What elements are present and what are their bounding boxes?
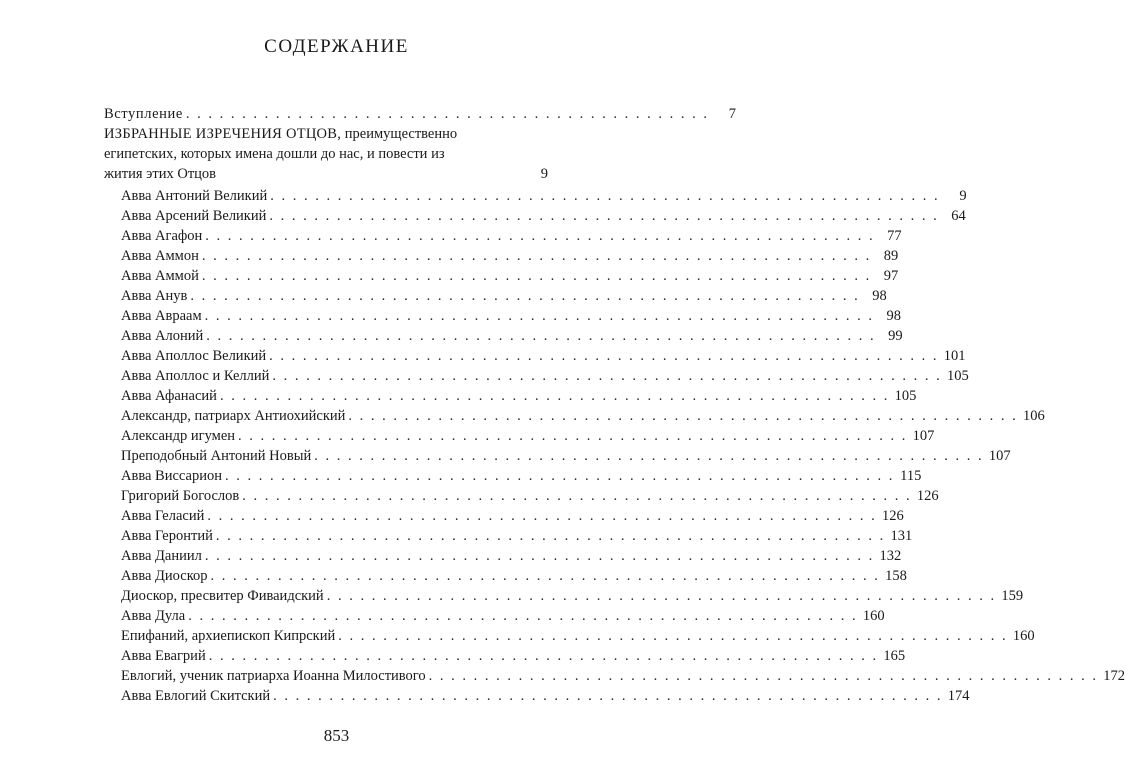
- toc-entry-label: Авва Евагрий: [121, 648, 206, 664]
- dot-leader: . . . . . . . . . . . . . . . . . . . . . . . . . . . . . . . . . . . . . . . . . . . . . . . . . . . . . . . . . . . .: [238, 428, 908, 444]
- toc-entry-label: Авва Антоний Великий: [121, 188, 268, 204]
- section-title-line3: жития этих Отцов: [104, 166, 217, 182]
- toc-entry-page: 99: [888, 328, 903, 344]
- toc-entry-page: 172: [1103, 668, 1125, 684]
- dot-leader: . . . . . . . . . . . . . . . . . . . . . . . . . . . . . . . . . . . . . . . . . . . . . . . . . . . . . . . . . . . .: [190, 288, 860, 304]
- toc-entry-page: 9: [959, 188, 967, 204]
- toc-entry-label: Епифаний, архиепископ Кипрский: [121, 628, 336, 644]
- toc-entry-label: Авва Геласий: [121, 508, 205, 524]
- toc-entry: [104, 686, 970, 706]
- toc-entry-page: 160: [1012, 628, 1035, 644]
- toc-entry-label: Авва Геронтий: [121, 528, 213, 544]
- toc-entry-label: Авва Аполлос и Келлий: [121, 368, 270, 384]
- toc-entry-label: Авва Диоскор: [121, 568, 208, 584]
- toc-entry-label: Авва Даниил: [121, 548, 202, 564]
- dot-leader: . . . . . . . . . . . . . . . . . . . . . . . . . . . . . . . . . . . . . . . . . . . . . . . . . . . . . . . . . . . .: [204, 548, 875, 564]
- toc-entry: [104, 546, 902, 566]
- dot-leader: . . . . . . . . . . . . . . . . . . . . . . . . . . . . . . . . . . . . . . . . . . . . . . . . . . . . . . . . . . . .: [270, 188, 940, 204]
- dot-leader: . . . . . . . . . . . . . . . . . . . . . . . . . . . . . . . . . . . . . . . . . . . . . . . . . . . . . . . . . . . .: [338, 628, 1008, 644]
- toc-entry: [104, 386, 917, 406]
- dot-leader: . . . . . . . . . . . . . . . . . . . . . . . . . . . . . . . . . . . . . . . . . . . . . . . . . . . . . . . . . . . .: [269, 348, 939, 364]
- toc-entry-page: 98: [872, 288, 887, 304]
- toc-entry: [104, 486, 939, 506]
- section-title-rest: преимущественно: [344, 126, 458, 142]
- dot-leader: . . . . . . . . . . . . . . . . . . . . . . . . . . . . . . . . . . . . . . . . . . . . . . . . . . . . . . . . . . . .: [207, 508, 877, 524]
- toc-entry-page: 132: [879, 548, 902, 564]
- toc-entry: [104, 586, 1024, 606]
- toc-entry-page: 89: [883, 248, 899, 264]
- dot-leader: . . . . . . . . . . . . . . . . . . . . . . . . . . . . . . . . . . . . . . . . . . . . . . . . . . . . . . . . . . . .: [215, 528, 886, 544]
- toc-entry-list: [104, 186, 1125, 706]
- toc-section-heading: [104, 124, 548, 164]
- toc-entry: [104, 606, 885, 626]
- toc-entry-label: Евлогий, ученик патриарха Иоанна Милостивого: [121, 668, 426, 684]
- toc-section-last-line: [104, 164, 548, 186]
- toc-entry: [104, 226, 902, 246]
- toc-entry-label: Григорий Богослов: [121, 488, 240, 504]
- dot-leader: . . . . . . . . . . . . . . . . . . . . . . . . . . . . . . . . . . . . . . . . . . . . . . . . . . . . . . . . . . . .: [206, 328, 876, 344]
- section-title-caps: ИЗБРАННЫЕ ИЗРЕЧЕНИЯ ОТЦОВ,: [104, 126, 342, 142]
- toc-entry-page: 174: [947, 688, 970, 704]
- dot-leader: . . . . . . . . . . . . . . . . . . . . . . . . . . . . . . . . . . . . . . . . . . . . . . . . . . . . . . . . . . . .: [201, 268, 872, 284]
- section-title-line2: египетских, которых имена дошли до нас, и повести из: [104, 146, 445, 162]
- toc-entry-label: Вступление: [104, 106, 183, 122]
- toc-entry-page: 107: [988, 448, 1011, 464]
- toc-entry-page: 105: [894, 388, 917, 404]
- toc-entry-label: Авва Арсений Великий: [121, 208, 267, 224]
- toc-entry-label: Авва Аполлос Великий: [121, 348, 267, 364]
- toc-entry: [104, 326, 903, 346]
- dot-leader: . . . . . . . . . . . . . . . . . . . . . . . . . . . . . . . . . . . . . . . . . . . . . . . . . . . . . . . . . . . .: [201, 248, 872, 264]
- toc-entry-page: 115: [900, 468, 922, 484]
- dot-leader: . . . . . . . . . . . . . . . . . . . . . . . . . . . . . . . . . . . . . . . . . . . . . . .: [185, 106, 710, 122]
- toc-entry: [104, 246, 899, 266]
- toc-entry-label: Авва Агафон: [121, 228, 203, 244]
- toc-entry: [104, 306, 902, 326]
- dot-leader: . . . . . . . . . . . . . . . . . . . . . . . . . . . . . . . . . . . . . . . . . . . . . . . . . . . . . . . . . . . .: [272, 368, 942, 384]
- toc-entry-label: Авва Аммон: [121, 248, 199, 264]
- toc-entry: [104, 406, 1045, 426]
- toc-entry: [104, 366, 969, 386]
- toc-entry: [104, 626, 1035, 646]
- toc-entry: [104, 666, 1125, 686]
- toc-entry-label: Авва Авраам: [121, 308, 202, 324]
- toc-entry-label: Авва Евлогий Скитский: [121, 688, 271, 704]
- toc-entry: [104, 286, 887, 306]
- table-of-contents: [104, 104, 1125, 706]
- dot-leader: . . . . . . . . . . . . . . . . . . . . . . . . . . . . . . . . . . . . . . . . . . . . . . . . . . . . . . . . . . . .: [219, 388, 890, 404]
- dot-leader: . . . . . . . . . . . . . . . . . . . . . . . . . . . . . . . . . . . . . . . . . . . . . . . . . . . . . . . . . . . .: [242, 488, 912, 504]
- toc-entry-page: 126: [882, 508, 904, 524]
- toc-entry-page: 64: [951, 208, 966, 224]
- toc-section-page: 9: [540, 166, 548, 182]
- toc-entry-page: 97: [883, 268, 899, 284]
- toc-entry-page: 159: [1001, 588, 1024, 604]
- toc-entry-page: 165: [883, 648, 906, 664]
- toc-entry-label: Авва Анув: [121, 288, 188, 304]
- toc-entry-label: Авва Виссарион: [121, 468, 222, 484]
- toc-entry-page: 101: [943, 348, 966, 364]
- toc-entry: [104, 186, 967, 206]
- toc-entry-page: 105: [947, 368, 969, 384]
- toc-entry-page: 106: [1023, 408, 1045, 424]
- toc-entry-page: 126: [916, 488, 939, 504]
- toc-entry: [104, 346, 966, 366]
- toc-entry: [104, 646, 906, 666]
- page-title: СОДЕРЖАНИЕ: [264, 36, 409, 57]
- toc-entry-label: Преподобный Антоний Новый: [121, 448, 312, 464]
- toc-entry: [104, 526, 913, 546]
- dot-leader: . . . . . . . . . . . . . . . . . . . . . . . . . . . . . . . . . . . . . . . . . . . . . . . . . . . . . . . . . . . .: [269, 208, 939, 224]
- toc-entry-page: 107: [912, 428, 935, 444]
- toc-entry: [104, 206, 966, 226]
- toc-entry-label: Авва Афанасий: [121, 388, 217, 404]
- toc-entry: [104, 426, 935, 446]
- dot-leader: . . . . . . . . . . . . . . . . . . . . . . . . . . . . . . . . . . . . . . . . . . . . . . . . . . . . . . . . . . . .: [348, 408, 1018, 424]
- dot-leader: . . . . . . . . . . . . . . . . . . . . . . . . . . . . . . . . . . . . . . . . . . . . . . . . . . . . . . . . . . . .: [314, 448, 984, 464]
- toc-entry-page: 158: [885, 568, 907, 584]
- dot-leader: . . . . . . . . . . . . . . . . . . . . . . . . . . . . . . . . . . . . . . . . . . . . . . . . . . . . . . . . . . . .: [273, 688, 943, 704]
- page-number: 853: [323, 726, 350, 745]
- toc-entry-label: Авва Аммой: [121, 268, 199, 284]
- dot-leader: . . . . . . . . . . . . . . . . . . . . . . . . . . . . . . . . . . . . . . . . . . . . . . . . . . . . . . . . . . . .: [210, 568, 880, 584]
- toc-entry-page: 98: [886, 308, 902, 324]
- toc-entry-label: Александр игумен: [121, 428, 236, 444]
- toc-entry-intro: [104, 104, 737, 124]
- dot-leader: . . . . . . . . . . . . . . . . . . . . . . . . . . . . . . . . . . . . . . . . . . . . . . . . . . . . . . . . . . . .: [205, 228, 875, 244]
- toc-entry-label: Авва Дула: [121, 608, 186, 624]
- dot-leader: . . . . . . . . . . . . . . . . . . . . . . . . . . . . . . . . . . . . . . . . . . . . . . . . . . . . . . . . . . . .: [326, 588, 997, 604]
- toc-entry-page: 131: [890, 528, 913, 544]
- toc-entry: [104, 466, 922, 486]
- toc-entry-label: Александр, патриарх Антиохийский: [121, 408, 346, 424]
- toc-entry-label: Диоскор, пресвитер Фиваидский: [121, 588, 324, 604]
- dot-leader: . . . . . . . . . . . . . . . . . . . . . . . . . . . . . . . . . . . . . . . . . . . . . . . . . . . . . . . . . . . .: [204, 308, 875, 324]
- dot-leader: . . . . . . . . . . . . . . . . . . . . . . . . . . . . . . . . . . . . . . . . . . . . . . . . . . . . . . . . . . . .: [224, 468, 895, 484]
- dot-leader: . . . . . . . . . . . . . . . . . . . . . . . . . . . . . . . . . . . . . . . . . . . . . . . . . . . . . . . . . . . .: [428, 668, 1099, 684]
- toc-entry: [104, 266, 899, 286]
- dot-leader: . . . . . . . . . . . . . . . . . . . . . . . . . . . . . . . . . . . . . . . . . . . . . . . . . . . . . . . . . . . .: [188, 608, 858, 624]
- dot-leader: . . . . . . . . . . . . . . . . . . . . . . . . . . . . . . . . . . . . . . . . . . . . . . . . . . . . . . . . . . . .: [208, 648, 879, 664]
- toc-entry-page: 77: [887, 228, 902, 244]
- toc-entry-page: 7: [728, 106, 737, 122]
- toc-entry-page: 160: [862, 608, 885, 624]
- toc-entry: [104, 506, 904, 526]
- toc-entry-label: Авва Алоний: [121, 328, 204, 344]
- toc-entry: [104, 446, 1011, 466]
- toc-entry: [104, 566, 907, 586]
